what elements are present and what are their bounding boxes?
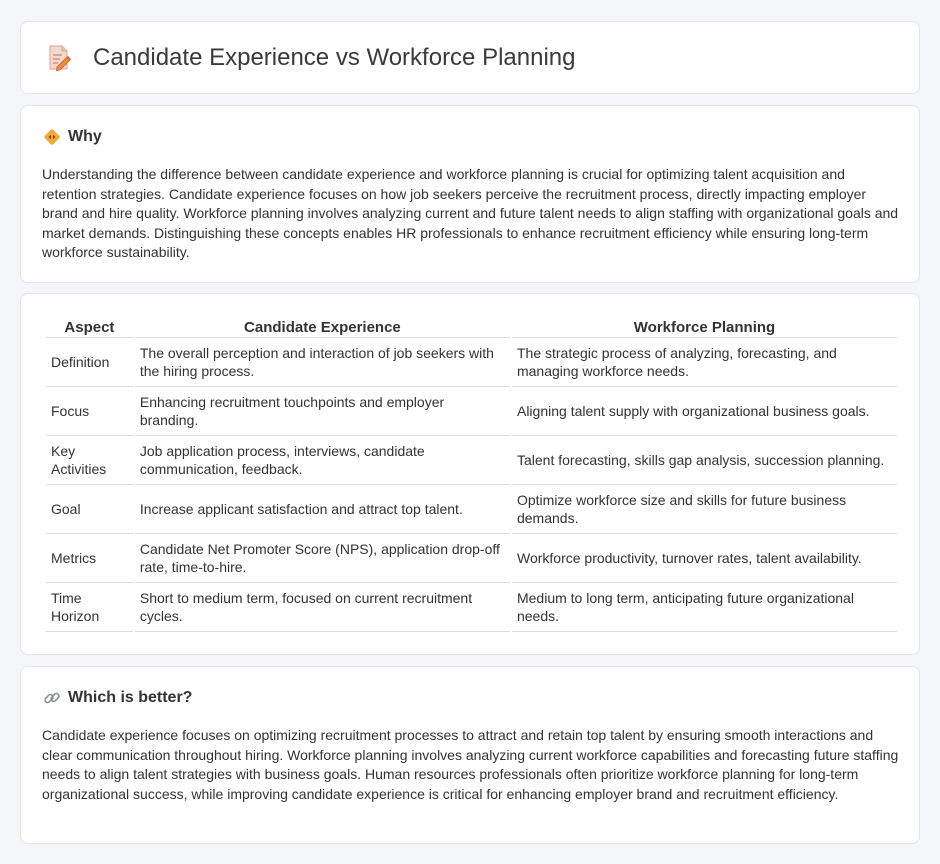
table-row <box>46 436 897 485</box>
title-row <box>47 44 575 72</box>
workforce-planning-cell: Talent forecasting, skills gap analysis, succession planning. <box>512 436 897 485</box>
header-candidate-experience: Candidate Experience <box>135 317 510 338</box>
why-title: Why <box>68 128 102 145</box>
document-pen-icon <box>47 45 71 71</box>
why-heading <box>43 128 102 146</box>
better-text: Candidate experience focuses on optimizing recruitment processes to attract and retain top talent by ensuring smooth interactions and clear communication throughout hiring. Workforce planning involves analyzing current workforce capabilities and forecasting future staffing needs to align talent strategies with business goals. Human resources professionals often prioritize workforce planning for long-term organizational success, while improving candidate experience is critical for enhancing employer brand and recruitment efficiency. <box>42 727 899 802</box>
aspect-cell: Focus <box>46 387 133 436</box>
header-workforce-planning: Workforce Planning <box>512 317 897 338</box>
candidate-experience-cell: The overall perception and interaction of job seekers with the hiring process. <box>135 338 510 387</box>
candidate-experience-cell: Short to medium term, focused on current recruitment cycles. <box>135 583 510 632</box>
better-heading <box>43 689 192 707</box>
why-section <box>20 105 920 283</box>
workforce-planning-cell: Optimize workforce size and skills for future business demands. <box>512 485 897 534</box>
table-row <box>46 583 897 632</box>
aspect-cell: Key Activities <box>46 436 133 485</box>
aspect-cell: Goal <box>46 485 133 534</box>
table-row <box>46 387 897 436</box>
comparison-table <box>44 317 899 632</box>
comparison-section <box>20 293 920 655</box>
workforce-planning-cell: Workforce productivity, turnover rates, talent availability. <box>512 534 897 583</box>
table-row <box>46 338 897 387</box>
better-title: Which is better? <box>68 689 193 706</box>
workforce-planning-cell: Aligning talent supply with organizational business goals. <box>512 387 897 436</box>
candidate-experience-cell: Candidate Net Promoter Score (NPS), application drop-off rate, time-to-hire. <box>135 534 510 583</box>
diamond-arrows-icon <box>43 128 61 146</box>
link-icon <box>43 689 61 707</box>
table-row <box>46 534 897 583</box>
table-header-row <box>46 317 897 338</box>
page-title: Candidate Experience vs Workforce Planning <box>93 44 576 71</box>
header-card <box>20 21 920 94</box>
aspect-cell: Definition <box>46 338 133 387</box>
candidate-experience-cell: Job application process, interviews, candidate communication, feedback. <box>135 436 510 485</box>
which-is-better-section <box>20 666 920 844</box>
aspect-cell: Time Horizon <box>46 583 133 632</box>
why-text: Understanding the difference between candidate experience and workforce planning is crucial for optimizing talent acquisition and retention strategies. Candidate experience focuses on how job seekers perceive the recruitment process, directly impacting employer brand and hire quality. Workforce planning involves analyzing current and future talent needs to align staffing with organizational goals and market demands. Distinguishing these concepts enables HR professionals to enhance recruitment efficiency while ensuring long-term workforce sustainability. <box>42 166 899 261</box>
candidate-experience-cell: Enhancing recruitment touchpoints and employer branding. <box>135 387 510 436</box>
workforce-planning-cell: The strategic process of analyzing, forecasting, and managing workforce needs. <box>512 338 897 387</box>
table-row <box>46 485 897 534</box>
candidate-experience-cell: Increase applicant satisfaction and attract top talent. <box>135 485 510 534</box>
workforce-planning-cell: Medium to long term, anticipating future organizational needs. <box>512 583 897 632</box>
aspect-cell: Metrics <box>46 534 133 583</box>
header-aspect: Aspect <box>46 317 133 338</box>
